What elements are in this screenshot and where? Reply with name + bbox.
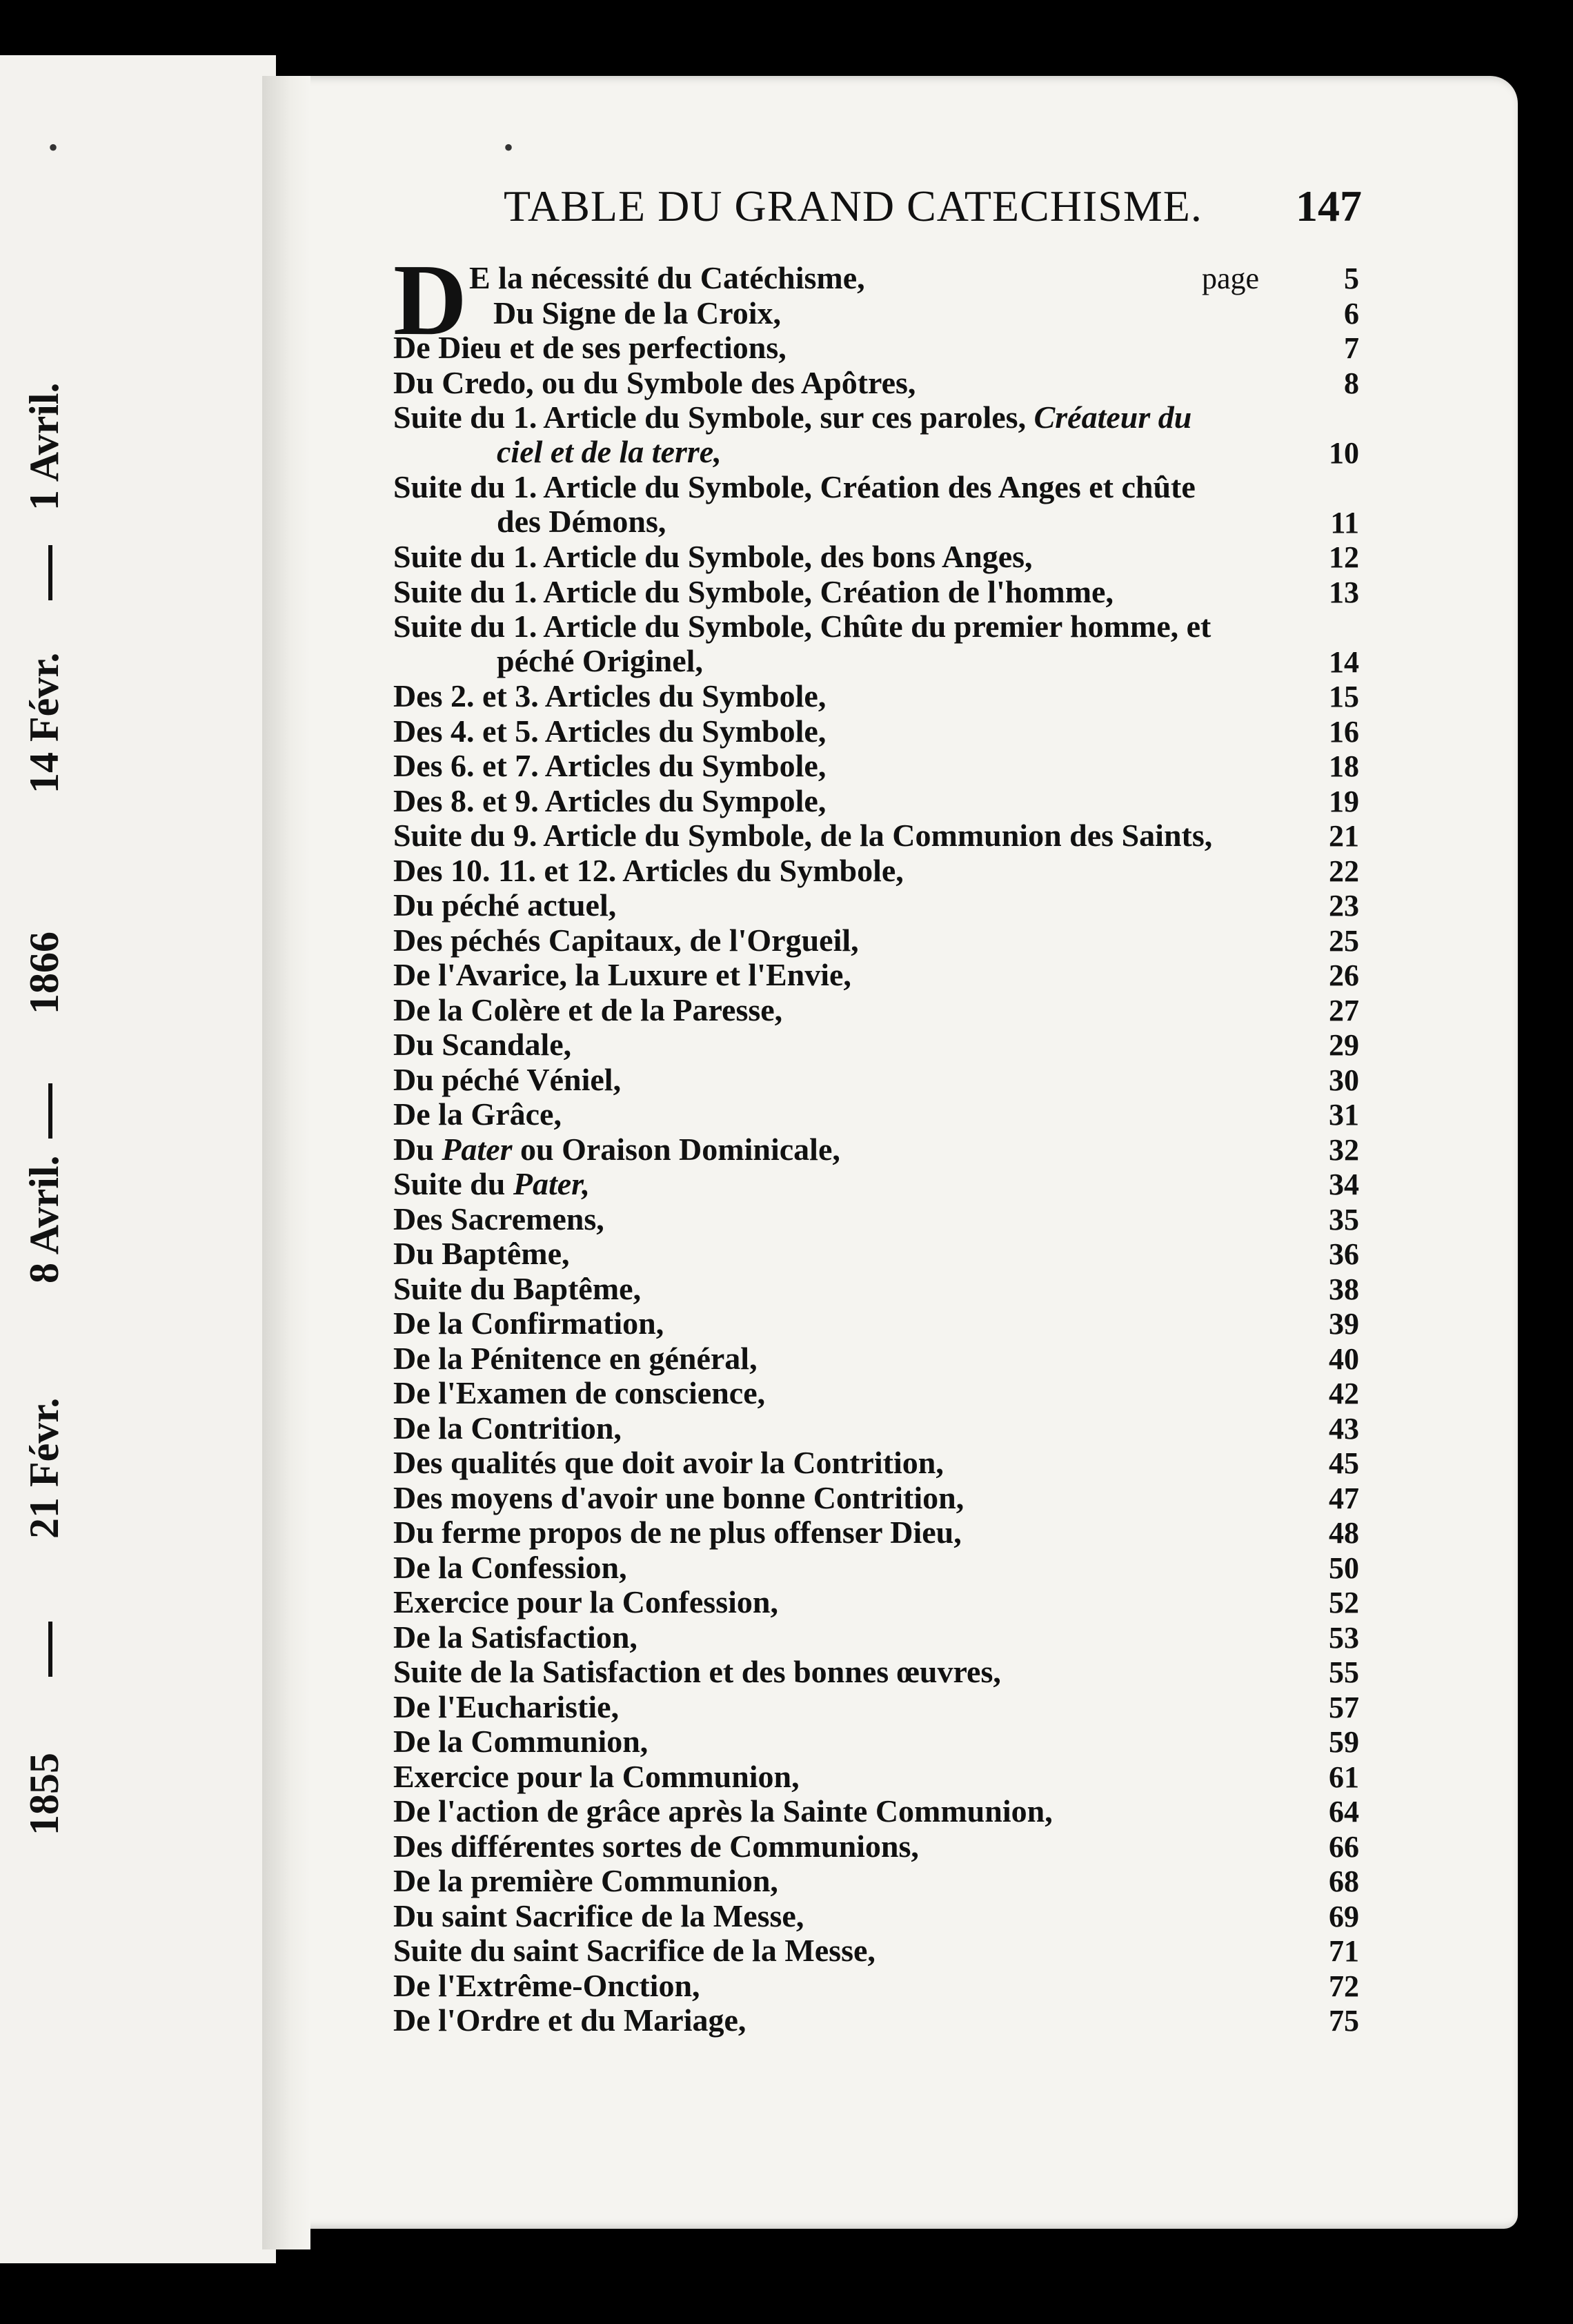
toc-page-number: 18 [1329,749,1359,783]
toc-entry [393,1202,1297,1237]
toc-entry-title: De l'Avarice, la Luxure et l'Envie, [393,957,851,992]
toc-entry [393,1063,1297,1097]
toc-entry-title: De la première Communion, [393,1863,778,1898]
toc-page-number: 22 [1329,854,1359,888]
page-number: 147 [1296,181,1362,230]
toc-page-number: 19 [1329,784,1359,818]
toc-entry [393,331,1297,365]
toc-page-number: 48 [1329,1516,1359,1550]
toc-page-number: 32 [1329,1132,1359,1167]
toc-page-number: 10 [1329,435,1359,470]
left-rule [48,1083,52,1139]
drop-cap: D [393,244,467,357]
toc-entry-title: Des qualités que doit avoir la Contrition, [393,1445,944,1480]
toc-page-number: 61 [1329,1760,1359,1794]
toc-entry-continuation: des Démons, [497,504,666,539]
toc-entry-title: De l'action de grâce après la Sainte Communion, [393,1793,1053,1829]
toc-page-number: 6 [1344,296,1359,331]
toc-entry [393,1760,1297,1794]
toc-page-number: 53 [1329,1620,1359,1655]
toc-page-number: 13 [1329,575,1359,609]
toc-page-number: 66 [1329,1829,1359,1864]
ink-mark: • [48,132,59,163]
toc-entry [393,1097,1297,1132]
toc-page-number: 59 [1329,1725,1359,1759]
toc-entry-title: Des 2. et 3. Articles du Symbole, [393,678,827,713]
toc-entry-title: De la Confession, [393,1549,627,1585]
toc-page-number: 71 [1329,1934,1359,1968]
toc-entry-title: De l'Eucharistie, [393,1688,620,1724]
toc-entry-title: De la Satisfaction, [393,1619,637,1655]
toc-entry-title: De Dieu et de ses perfections, [393,330,786,365]
toc-entry [393,540,1297,574]
toc-entry-continuation: péché Originel, [497,643,703,678]
toc-page-number: 16 [1329,714,1359,749]
toc-entry-title: Suite du 1. Article du Symbole, des bons Anges, [393,539,1033,574]
toc-entry-title: Des 8. et 9. Articles du Sympole, [393,782,827,818]
toc-entry [393,575,1297,609]
toc-entry-title: Suite du 1. Article du Symbole, Création des Anges et chûte [393,469,1196,504]
toc-entry-title: Des 6. et 7. Articles du Symbole, [393,748,827,783]
toc-page-number: 15 [1329,680,1359,713]
toc-entry-title: De la Contrition, [393,1410,622,1446]
toc-entry-title: E la nécessité du Catéchisme, [469,260,865,295]
toc-entry-title: Du péché Véniel, [393,1061,622,1097]
toc-entry [393,609,1297,678]
toc-entry-title: Suite de la Satisfaction et des bonnes œuvres, [393,1654,1001,1689]
toc-page-number: 26 [1329,958,1359,992]
toc-entry-title: Du péché actuel, [393,887,617,923]
toc-entry-title: De la Grâce, [393,1096,562,1132]
toc-page-number: 69 [1329,1899,1359,1933]
toc-entry [393,2003,1297,2038]
toc-entry-title: Des moyens d'avoir une bonne Contrition, [393,1479,964,1515]
toc-entry-italic: Créateur du [1033,400,1192,435]
toc-page-number: 64 [1329,1795,1359,1829]
toc-entry-title: De la Communion, [393,1724,649,1759]
toc-entry [393,993,1297,1027]
toc-entry [393,1933,1297,1968]
book-gutter [262,76,310,2249]
toc-entry [393,1969,1297,2003]
toc-entry-title: Suite du 9. Article du Symbole, de la Communion des Saints, [393,818,1213,853]
toc-entry-title: Du [393,1131,434,1167]
toc-page-number: 21 [1329,819,1359,853]
left-col-date-3: 8 Avril. [21,1155,67,1283]
toc-entry [393,818,1297,853]
toc-entry [393,679,1297,713]
toc-entry-title: Des 4. et 5. Articles du Symbole, [393,713,827,749]
toc-entry-title: Du Baptême, [393,1236,570,1271]
ink-mark: • [504,132,514,163]
toc-entry-title: Suite du Baptême, [393,1270,642,1306]
toc-entry-title: Des Sacremens, [393,1201,604,1237]
toc-page-number: 7 [1344,331,1359,365]
toc-entry-title: Suite du saint Sacrifice de la Messe, [393,1933,875,1968]
toc-entry [393,714,1297,749]
toc-page-number: 72 [1329,1969,1359,2003]
toc-entry-title: Suite du 1. Article du Symbole, Création de l'homme, [393,573,1114,609]
toc-entry-title: Exercice pour la Confession, [393,1584,778,1619]
toc-page-number: 5 [1344,262,1359,295]
toc-entry [393,1620,1297,1655]
toc-entry [393,1481,1297,1515]
left-col-date-1: 1 Avril. [21,382,67,511]
toc-entry [393,1550,1297,1585]
toc-entry [393,854,1297,888]
toc-entry [393,1585,1297,1619]
toc-entry [393,400,1297,469]
toc-entry-title: Du saint Sacrifice de la Messe, [393,1898,804,1933]
toc-entry [393,1724,1297,1759]
toc-entry [393,1341,1297,1376]
toc-entry-title: Du Scandale, [393,1027,572,1062]
toc-page-number: 12 [1329,540,1359,574]
toc-page-number: 68 [1329,1864,1359,1898]
toc-page-number: 14 [1329,644,1359,679]
toc-entry [393,1446,1297,1480]
toc-entry-title: De la Pénitence en général, [393,1340,758,1376]
toc-page-number: 27 [1329,993,1359,1027]
toc-entry-title: Des péchés Capitaux, de l'Orgueil, [393,922,859,958]
toc-entry [393,1237,1297,1271]
toc-entry-title: Suite du 1. Article du Symbole, Chûte du premier homme, et [393,609,1211,644]
toc-entry [393,1272,1297,1306]
toc-entry [393,1655,1297,1689]
toc-page-number: 38 [1329,1272,1359,1306]
toc-page-number: 8 [1344,366,1359,400]
toc-page-number: 30 [1329,1063,1359,1097]
toc-entry [393,1376,1297,1410]
toc-page-number: 34 [1329,1168,1359,1201]
toc-entry [393,1899,1297,1933]
toc-entry-title-cont: ou Oraison Dominicale, [520,1131,840,1167]
toc-entry [393,888,1297,923]
toc-page-number: 75 [1329,2004,1359,2038]
toc-page-number: 42 [1329,1377,1359,1410]
toc-page-number: 36 [1329,1237,1359,1271]
toc-page-number: 29 [1329,1028,1359,1062]
toc-entry [393,1794,1297,1829]
left-rule [48,1622,52,1677]
toc-entry-italic: Pater [442,1131,513,1167]
toc-entry [393,749,1297,783]
left-col-date-2: 14 Févr. [21,652,67,794]
toc-entry-title: Suite du [393,1166,506,1201]
toc-page-number: 57 [1329,1690,1359,1724]
toc-page-number: 25 [1329,923,1359,958]
toc-entry [469,261,1373,295]
page-label: page [1202,262,1260,295]
toc-entry [393,1515,1297,1550]
toc-entry [393,1829,1297,1864]
toc-entry-title: De l'Examen de conscience, [393,1375,766,1410]
toc-page-number: 52 [1329,1586,1359,1619]
left-rule [48,545,52,600]
toc-entry-title: De la Colère et de la Paresse, [393,992,783,1027]
toc-page-number: 55 [1329,1655,1359,1689]
page-title: TABLE DU GRAND CATECHISME. [504,181,1203,230]
toc-page-number: 40 [1329,1341,1359,1376]
left-col-year-1: 1866 [21,932,67,1014]
toc-entry [393,1132,1297,1167]
toc-entry-title: Des 10. 11. et 12. Articles du Symbole, [393,852,904,888]
toc-entry [393,784,1297,818]
toc-entry [393,470,1297,539]
toc-entry-continuation: ciel et de la terre, [497,434,722,469]
toc-entry-title: De la Confirmation, [393,1306,664,1341]
toc-entry [393,366,1297,400]
toc-page-number: 45 [1329,1446,1359,1480]
toc-entry-title: Du Credo, ou du Symbole des Apôtres, [393,364,916,400]
toc-entry [393,1027,1297,1062]
toc-entry-title: Des différentes sortes de Communions, [393,1828,919,1864]
toc-page-number: 39 [1329,1307,1359,1341]
toc-entry-title: Exercice pour la Communion, [393,1758,800,1794]
toc-entry [393,958,1297,992]
left-col-year-2: 1855 [21,1753,67,1835]
toc-page-number: 23 [1329,889,1359,923]
toc-entry [393,1864,1297,1898]
toc-entry [393,1690,1297,1724]
toc-entry [493,296,1397,331]
toc-entry [393,1411,1297,1446]
toc-entry-title: De l'Extrême-Onction, [393,1967,700,2003]
toc-page-number: 35 [1329,1202,1359,1237]
toc-page-number: 11 [1330,505,1359,540]
toc-entry-title: Suite du 1. Article du Symbole, sur ces paroles, [393,400,1027,435]
toc-entry-title: Du Signe de la Croix, [493,295,782,331]
toc-entry [393,923,1297,958]
toc-page-number: 47 [1329,1481,1359,1515]
toc-page-number: 31 [1329,1098,1359,1132]
left-col-date-4: 21 Févr. [21,1397,67,1539]
toc-entry-italic: Pater, [513,1166,591,1201]
toc-entry [393,1306,1297,1341]
toc-entry [393,1167,1297,1201]
toc-page-number: 43 [1329,1411,1359,1446]
toc-entry-title: De l'Ordre et du Mariage, [393,2002,746,2038]
toc-page-number: 50 [1329,1550,1359,1585]
toc-entry-title: Du ferme propos de ne plus offenser Dieu, [393,1515,962,1550]
